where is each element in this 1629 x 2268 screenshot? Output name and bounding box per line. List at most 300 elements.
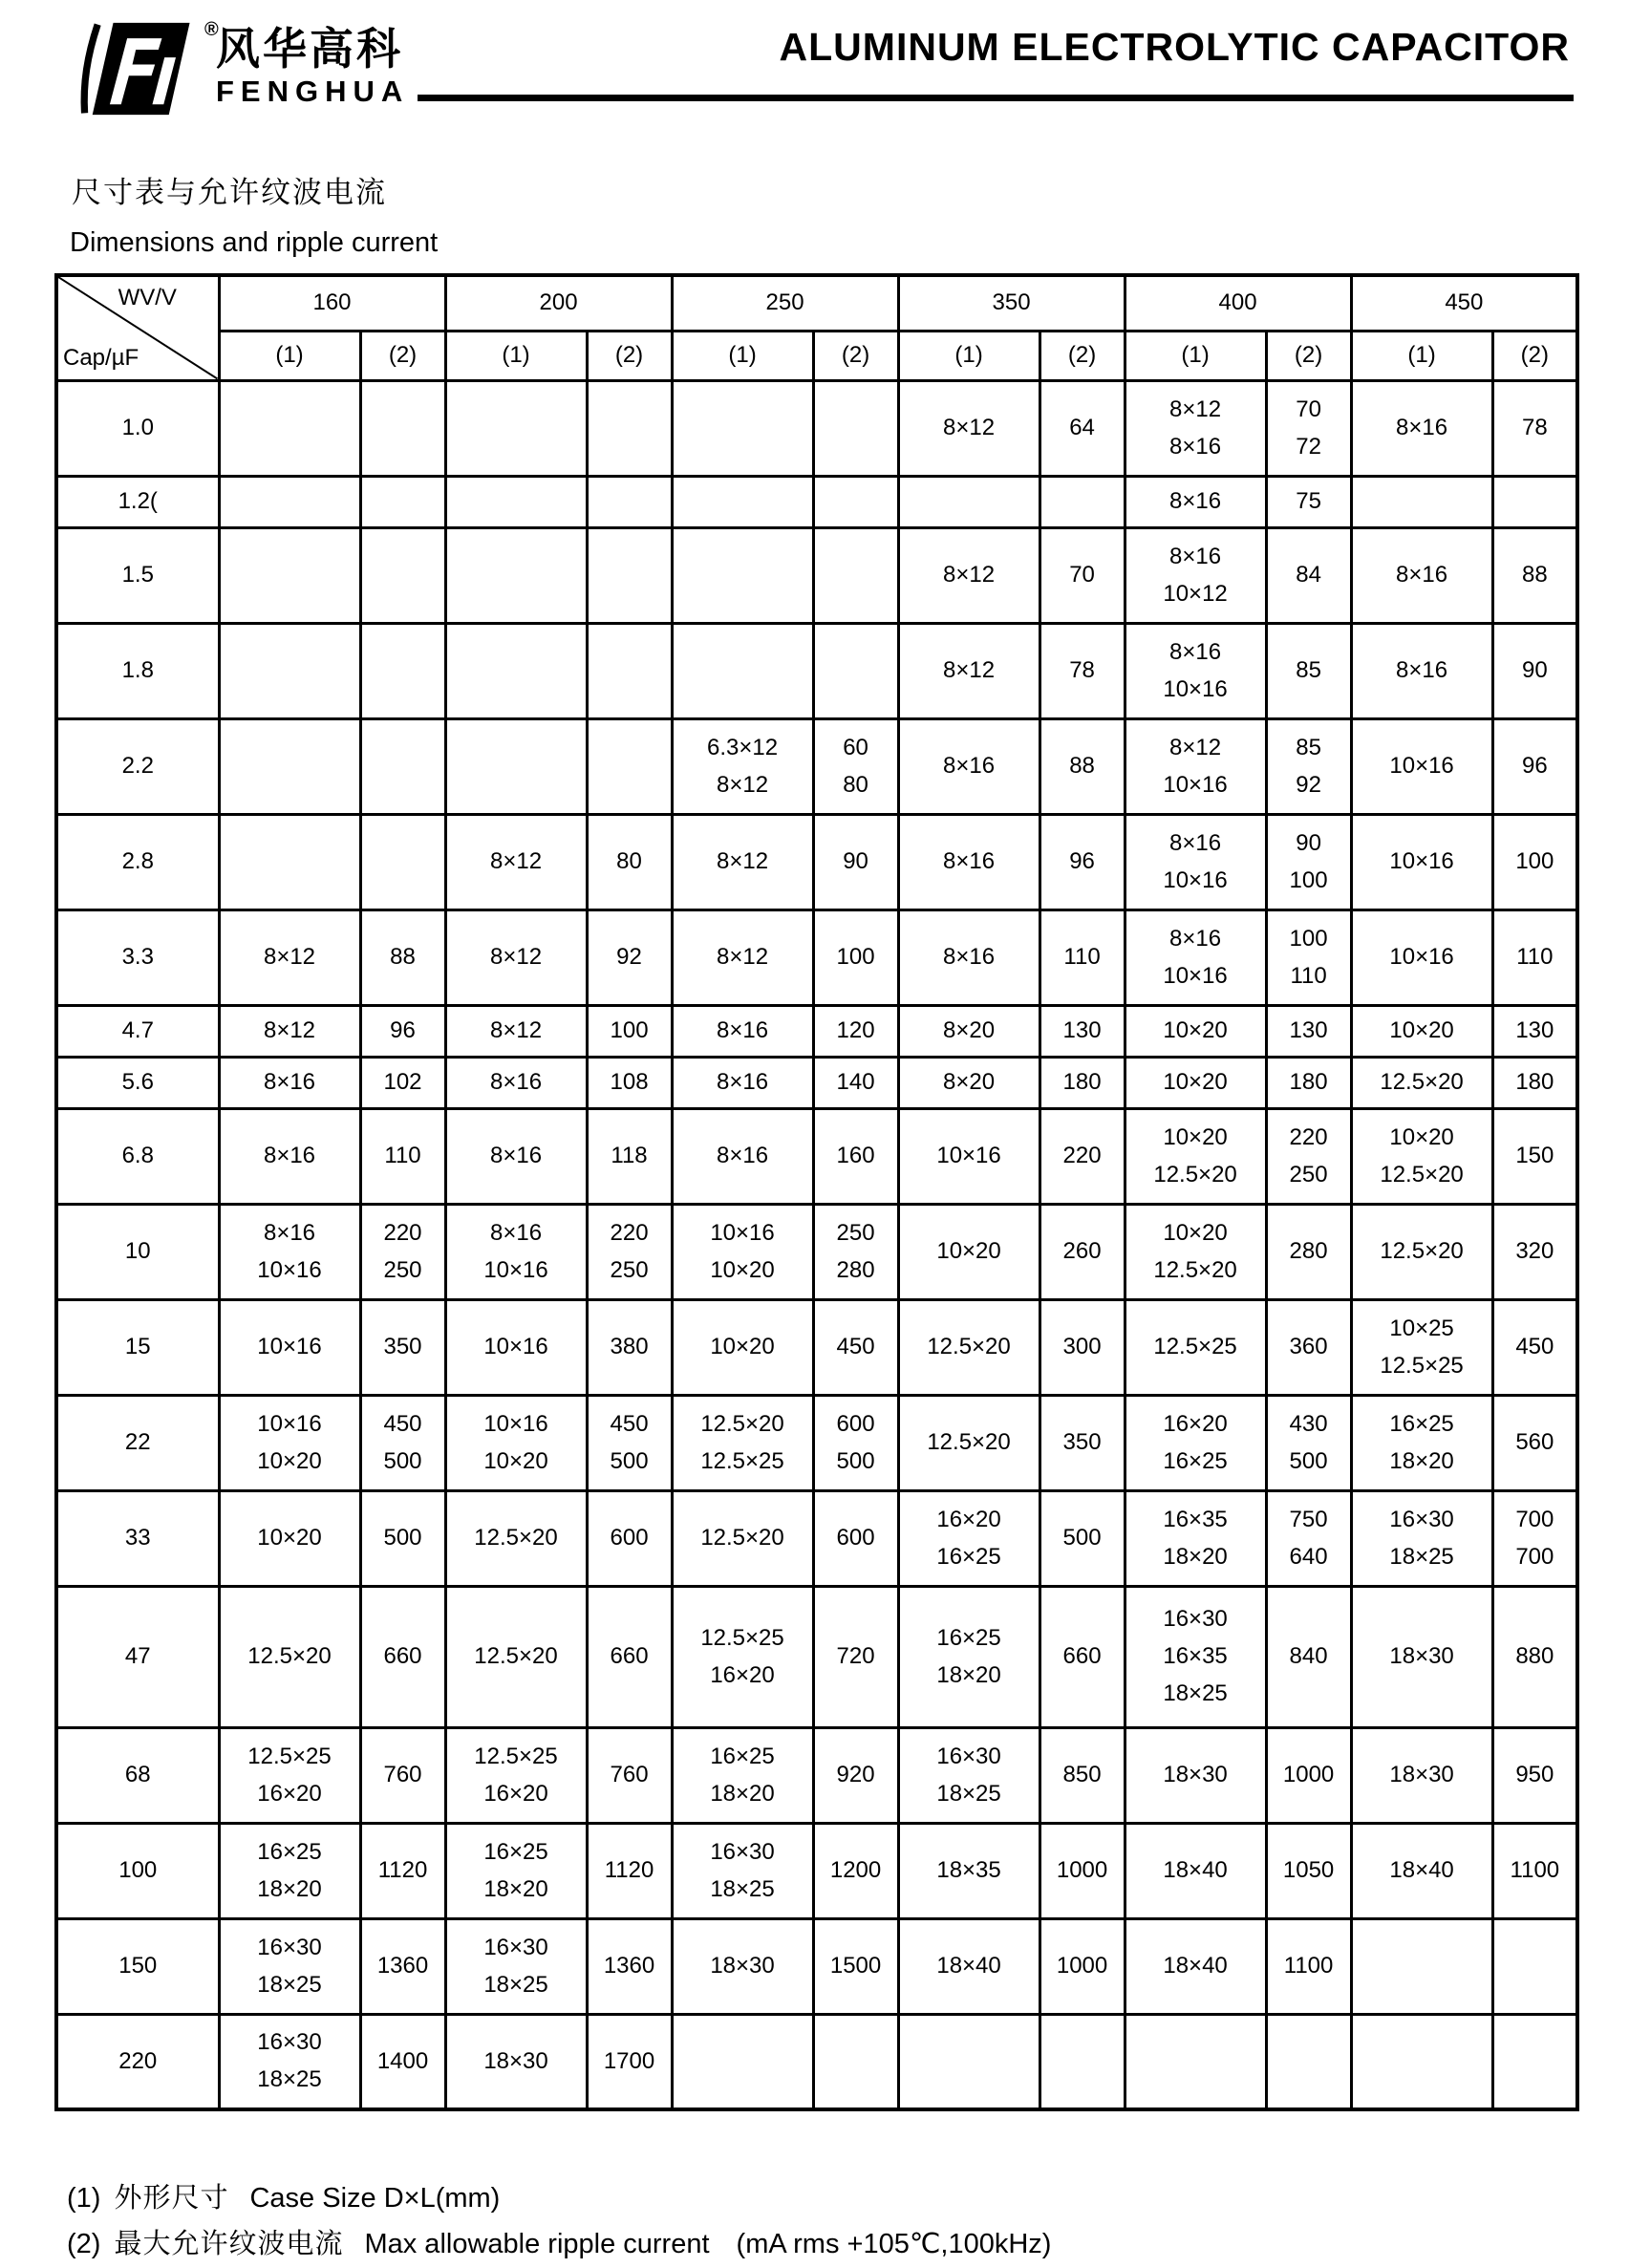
ripple-current-cell: 118	[587, 1108, 672, 1204]
table-row	[56, 1005, 1577, 1057]
case-size-cell: 10×16 10×20	[445, 1395, 587, 1490]
cap-value-cell: 4.7	[56, 1005, 219, 1057]
ripple-current-cell	[813, 380, 898, 476]
ripple-current-cell	[360, 718, 445, 814]
ripple-current-cell: 350	[1040, 1395, 1125, 1490]
cap-value-cell: 5.6	[56, 1057, 219, 1108]
case-size-cell: 16×30 18×25	[672, 1823, 813, 1918]
ripple-current-cell	[587, 527, 672, 623]
case-size-cell	[672, 476, 813, 527]
table-row	[56, 380, 1577, 476]
case-size-cell: 10×16	[445, 1299, 587, 1395]
case-size-cell: 16×20 16×25	[898, 1490, 1040, 1586]
ripple-current-cell: 220 250	[360, 1204, 445, 1299]
ripple-current-cell: 1360	[360, 1918, 445, 2014]
case-size-cell: 16×25 18×20	[898, 1586, 1040, 1727]
cap-value-cell: 100	[56, 1823, 219, 1918]
ripple-current-cell: 180	[1492, 1057, 1577, 1108]
ripple-subheader: (2)	[1492, 331, 1577, 380]
table-row	[56, 476, 1577, 527]
ripple-current-cell	[587, 623, 672, 718]
ripple-current-cell: 110	[360, 1108, 445, 1204]
ripple-current-cell: 90	[1492, 623, 1577, 718]
size-subheader: (1)	[219, 331, 360, 380]
case-size-cell: 8×16	[219, 1108, 360, 1204]
ripple-current-cell: 700 700	[1492, 1490, 1577, 1586]
ripple-current-cell: 450 500	[587, 1395, 672, 1490]
ripple-current-cell: 100 110	[1266, 909, 1351, 1005]
table-row	[56, 909, 1577, 1005]
ripple-current-cell: 84	[1266, 527, 1351, 623]
ripple-current-cell: 1200	[813, 1823, 898, 1918]
case-size-cell	[672, 380, 813, 476]
ripple-current-cell	[1492, 1918, 1577, 2014]
corner-label-capacitance: Cap/µF	[63, 344, 139, 371]
header-rule	[418, 95, 1574, 101]
ripple-current-cell: 880	[1492, 1586, 1577, 1727]
case-size-cell: 8×16	[219, 1057, 360, 1108]
case-size-cell	[219, 527, 360, 623]
document-title: ALUMINUM ELECTROLYTIC CAPACITOR	[779, 25, 1570, 69]
case-size-cell: 8×12	[219, 909, 360, 1005]
case-size-cell: 8×16	[1351, 623, 1492, 718]
case-size-cell: 12.5×20	[898, 1299, 1040, 1395]
ripple-current-cell: 1100	[1492, 1823, 1577, 1918]
ripple-current-cell	[813, 623, 898, 718]
table-row	[56, 718, 1577, 814]
ripple-current-cell	[1492, 476, 1577, 527]
case-size-cell	[219, 623, 360, 718]
table-row	[56, 623, 1577, 718]
table-row	[56, 1395, 1577, 1490]
brand-name-chinese: 风华高科	[216, 24, 403, 74]
footnote-english: Max allowable ripple current	[364, 2229, 710, 2259]
case-size-cell: 8×12	[898, 623, 1040, 718]
ripple-current-cell: 450	[813, 1299, 898, 1395]
dimensions-ripple-table	[54, 273, 1579, 2111]
footnote-conditions: (mA rms +105℃,100kHz)	[736, 2229, 1052, 2259]
voltage-header: 400	[1125, 275, 1351, 331]
case-size-cell: 16×25 18×20	[445, 1823, 587, 1918]
ripple-current-cell: 90 100	[1266, 814, 1351, 909]
size-subheader: (1)	[445, 331, 587, 380]
case-size-cell: 12.5×20 12.5×25	[672, 1395, 813, 1490]
ripple-current-cell: 130	[1040, 1005, 1125, 1057]
cap-value-cell: 2.8	[56, 814, 219, 909]
case-size-cell: 18×30	[1351, 1586, 1492, 1727]
ripple-current-cell: 1000	[1040, 1918, 1125, 2014]
case-size-cell	[1125, 2014, 1266, 2109]
case-size-cell: 16×35 18×20	[1125, 1490, 1266, 1586]
case-size-cell: 16×30 18×25	[445, 1918, 587, 2014]
ripple-current-cell: 1360	[587, 1918, 672, 2014]
case-size-cell: 12.5×20	[219, 1586, 360, 1727]
case-size-cell: 10×20	[672, 1299, 813, 1395]
cap-value-cell: 1.8	[56, 623, 219, 718]
table-row	[56, 1727, 1577, 1823]
case-size-cell: 16×20 16×25	[1125, 1395, 1266, 1490]
case-size-cell: 18×40	[898, 1918, 1040, 2014]
case-size-cell: 16×30 16×35 18×25	[1125, 1586, 1266, 1727]
ripple-subheader: (2)	[1040, 331, 1125, 380]
case-size-cell: 12.5×20	[898, 1395, 1040, 1490]
case-size-cell	[445, 718, 587, 814]
ripple-current-cell: 180	[1266, 1057, 1351, 1108]
case-size-cell: 8×16	[1351, 527, 1492, 623]
ripple-current-cell: 130	[1492, 1005, 1577, 1057]
case-size-cell: 12.5×20	[1351, 1057, 1492, 1108]
ripple-current-cell: 500	[360, 1490, 445, 1586]
case-size-cell: 10×20	[1125, 1057, 1266, 1108]
cap-value-cell: 150	[56, 1918, 219, 2014]
ripple-current-cell	[813, 476, 898, 527]
size-subheader: (1)	[898, 331, 1040, 380]
cap-value-cell: 1.5	[56, 527, 219, 623]
case-size-cell: 10×16	[898, 1108, 1040, 1204]
case-size-cell: 10×16 10×20	[672, 1204, 813, 1299]
footnote-number: (2)	[67, 2229, 101, 2259]
cap-value-cell: 47	[56, 1586, 219, 1727]
footnote-case-size	[67, 2176, 500, 2215]
case-size-cell: 18×35	[898, 1823, 1040, 1918]
voltage-header: 450	[1351, 275, 1577, 331]
table-row	[56, 2014, 1577, 2109]
ripple-current-cell: 1000	[1266, 1727, 1351, 1823]
ripple-current-cell: 1120	[587, 1823, 672, 1918]
ripple-current-cell: 140	[813, 1057, 898, 1108]
case-size-cell: 16×30 18×25	[898, 1727, 1040, 1823]
ripple-current-cell	[1040, 476, 1125, 527]
cap-value-cell: 15	[56, 1299, 219, 1395]
ripple-current-cell: 88	[1492, 527, 1577, 623]
case-size-cell: 8×16 10×16	[1125, 909, 1266, 1005]
size-subheader: (1)	[672, 331, 813, 380]
ripple-current-cell	[360, 527, 445, 623]
ripple-current-cell: 100	[1492, 814, 1577, 909]
registered-trademark-icon: ®	[204, 19, 219, 40]
case-size-cell	[672, 2014, 813, 2109]
cap-value-cell: 33	[56, 1490, 219, 1586]
case-size-cell: 8×16 10×16	[1125, 623, 1266, 718]
ripple-current-cell	[360, 380, 445, 476]
case-size-cell	[219, 476, 360, 527]
cap-value-cell: 2.2	[56, 718, 219, 814]
case-size-cell: 12.5×25 16×20	[445, 1727, 587, 1823]
ripple-current-cell: 760	[360, 1727, 445, 1823]
table-row	[56, 1490, 1577, 1586]
table-row	[56, 1823, 1577, 1918]
ripple-current-cell: 260	[1040, 1204, 1125, 1299]
ripple-current-cell: 1100	[1266, 1918, 1351, 2014]
ripple-current-cell: 600 500	[813, 1395, 898, 1490]
case-size-cell: 10×16	[1351, 909, 1492, 1005]
ripple-current-cell: 150	[1492, 1108, 1577, 1204]
size-subheader: (1)	[1351, 331, 1492, 380]
ripple-current-cell	[813, 2014, 898, 2109]
ripple-current-cell: 88	[1040, 718, 1125, 814]
ripple-current-cell: 220	[1040, 1108, 1125, 1204]
ripple-current-cell: 300	[1040, 1299, 1125, 1395]
case-size-cell: 18×30	[1125, 1727, 1266, 1823]
ripple-current-cell: 1400	[360, 2014, 445, 2109]
ripple-current-cell: 320	[1492, 1204, 1577, 1299]
case-size-cell	[1351, 476, 1492, 527]
ripple-current-cell: 88	[360, 909, 445, 1005]
ripple-current-cell: 90	[813, 814, 898, 909]
ripple-current-cell: 75	[1266, 476, 1351, 527]
cap-value-cell: 6.8	[56, 1108, 219, 1204]
case-size-cell: 10×25 12.5×25	[1351, 1299, 1492, 1395]
case-size-cell: 8×16	[1351, 380, 1492, 476]
case-size-cell: 12.5×20	[672, 1490, 813, 1586]
ripple-current-cell	[360, 476, 445, 527]
ripple-current-cell: 1000	[1040, 1823, 1125, 1918]
case-size-cell: 8×16 10×16	[219, 1204, 360, 1299]
voltage-header: 350	[898, 275, 1125, 331]
table-row	[56, 527, 1577, 623]
section-title-english: Dimensions and ripple current	[70, 227, 439, 258]
case-size-cell	[1351, 1918, 1492, 2014]
ripple-current-cell: 560	[1492, 1395, 1577, 1490]
ripple-current-cell: 110	[1040, 909, 1125, 1005]
case-size-cell: 8×16	[672, 1005, 813, 1057]
corner-header-cell	[56, 275, 219, 380]
table-row	[56, 814, 1577, 909]
case-size-cell: 8×16	[672, 1108, 813, 1204]
case-size-cell	[219, 718, 360, 814]
case-size-cell: 8×16	[898, 909, 1040, 1005]
ripple-current-cell: 450 500	[360, 1395, 445, 1490]
case-size-cell: 10×20	[219, 1490, 360, 1586]
ripple-current-cell: 96	[360, 1005, 445, 1057]
case-size-cell: 8×16 10×16	[1125, 814, 1266, 909]
case-size-cell: 8×16 10×12	[1125, 527, 1266, 623]
fenghua-logo-icon	[75, 21, 201, 117]
ripple-current-cell: 250 280	[813, 1204, 898, 1299]
ripple-current-cell: 100	[813, 909, 898, 1005]
ripple-current-cell: 92	[587, 909, 672, 1005]
case-size-cell: 8×16	[672, 1057, 813, 1108]
ripple-current-cell	[587, 476, 672, 527]
ripple-current-cell: 60 80	[813, 718, 898, 814]
case-size-cell: 6.3×12 8×12	[672, 718, 813, 814]
case-size-cell: 8×12	[672, 814, 813, 909]
case-size-cell: 8×12	[898, 527, 1040, 623]
cap-value-cell: 220	[56, 2014, 219, 2109]
case-size-cell: 18×30	[1351, 1727, 1492, 1823]
case-size-cell: 12.5×25 16×20	[672, 1586, 813, 1727]
footnote-english: Case Size D×L(mm)	[249, 2183, 501, 2214]
footnote-ripple-current	[67, 2222, 1051, 2261]
case-size-cell	[219, 814, 360, 909]
ripple-current-cell: 85	[1266, 623, 1351, 718]
ripple-current-cell: 78	[1040, 623, 1125, 718]
ripple-current-cell: 78	[1492, 380, 1577, 476]
size-subheader: (1)	[1125, 331, 1266, 380]
case-size-cell: 18×30	[672, 1918, 813, 2014]
ripple-current-cell: 70	[1040, 527, 1125, 623]
case-size-cell: 12.5×20	[445, 1490, 587, 1586]
case-size-cell: 8×20	[898, 1057, 1040, 1108]
ripple-current-cell: 64	[1040, 380, 1125, 476]
ripple-current-cell: 96	[1040, 814, 1125, 909]
case-size-cell: 10×20	[898, 1204, 1040, 1299]
ripple-current-cell: 720	[813, 1586, 898, 1727]
ripple-current-cell	[813, 527, 898, 623]
ripple-current-cell	[360, 814, 445, 909]
case-size-cell	[219, 380, 360, 476]
cap-value-cell: 1.2(	[56, 476, 219, 527]
ripple-current-cell	[587, 380, 672, 476]
case-size-cell: 16×30 18×25	[219, 1918, 360, 2014]
ripple-current-cell: 80	[587, 814, 672, 909]
ripple-current-cell: 350	[360, 1299, 445, 1395]
cap-value-cell: 1.0	[56, 380, 219, 476]
case-size-cell: 10×20 12.5×20	[1125, 1108, 1266, 1204]
voltage-header: 200	[445, 275, 672, 331]
table-row	[56, 1204, 1577, 1299]
table-row	[56, 1918, 1577, 2014]
case-size-cell: 8×12	[445, 1005, 587, 1057]
case-size-cell: 8×12 8×16	[1125, 380, 1266, 476]
voltage-header: 250	[672, 275, 898, 331]
ripple-current-cell: 950	[1492, 1727, 1577, 1823]
ripple-current-cell: 280	[1266, 1204, 1351, 1299]
case-size-cell: 16×30 18×25	[1351, 1490, 1492, 1586]
ripple-subheader: (2)	[587, 331, 672, 380]
ripple-current-cell: 1120	[360, 1823, 445, 1918]
ripple-current-cell	[360, 623, 445, 718]
brand-logo	[75, 21, 409, 117]
case-size-cell: 10×20 12.5×20	[1125, 1204, 1266, 1299]
case-size-cell: 8×12 10×16	[1125, 718, 1266, 814]
case-size-cell: 8×12	[445, 814, 587, 909]
ripple-current-cell: 110	[1492, 909, 1577, 1005]
ripple-current-cell: 750 640	[1266, 1490, 1351, 1586]
case-size-cell: 18×40	[1351, 1823, 1492, 1918]
ripple-current-cell: 120	[813, 1005, 898, 1057]
ripple-current-cell: 85 92	[1266, 718, 1351, 814]
ripple-current-cell: 180	[1040, 1057, 1125, 1108]
voltage-header: 160	[219, 275, 445, 331]
table-container	[54, 273, 1579, 2111]
case-size-cell: 8×16	[898, 814, 1040, 909]
case-size-cell	[898, 2014, 1040, 2109]
ripple-subheader: (2)	[813, 331, 898, 380]
case-size-cell: 8×16 10×16	[445, 1204, 587, 1299]
ripple-current-cell	[1266, 2014, 1351, 2109]
ripple-current-cell: 220 250	[587, 1204, 672, 1299]
ripple-current-cell: 70 72	[1266, 380, 1351, 476]
ripple-current-cell: 450	[1492, 1299, 1577, 1395]
ripple-current-cell: 130	[1266, 1005, 1351, 1057]
cap-value-cell: 3.3	[56, 909, 219, 1005]
ripple-current-cell: 430 500	[1266, 1395, 1351, 1490]
ripple-current-cell: 380	[587, 1299, 672, 1395]
case-size-cell: 10×16	[219, 1299, 360, 1395]
case-size-cell	[672, 527, 813, 623]
table-row	[56, 1108, 1577, 1204]
ripple-current-cell: 840	[1266, 1586, 1351, 1727]
ripple-current-cell: 850	[1040, 1727, 1125, 1823]
footnote-chinese: 外形尺寸	[114, 2183, 229, 2214]
table-row	[56, 1299, 1577, 1395]
case-size-cell	[1351, 2014, 1492, 2109]
case-size-cell: 8×16	[445, 1057, 587, 1108]
ripple-current-cell: 1700	[587, 2014, 672, 2109]
case-size-cell: 8×12	[219, 1005, 360, 1057]
case-size-cell: 8×12	[445, 909, 587, 1005]
case-size-cell: 12.5×25 16×20	[219, 1727, 360, 1823]
case-size-cell	[445, 527, 587, 623]
case-size-cell: 8×12	[672, 909, 813, 1005]
case-size-cell	[672, 623, 813, 718]
subheader-row	[56, 331, 1577, 380]
case-size-cell: 10×16	[1351, 814, 1492, 909]
table-row	[56, 1057, 1577, 1108]
ripple-current-cell: 600	[813, 1490, 898, 1586]
case-size-cell: 16×25 18×20	[672, 1727, 813, 1823]
case-size-cell: 8×16	[898, 718, 1040, 814]
ripple-current-cell: 1050	[1266, 1823, 1351, 1918]
case-size-cell: 16×25 18×20	[219, 1823, 360, 1918]
ripple-current-cell: 760	[587, 1727, 672, 1823]
voltage-header-row	[56, 275, 1577, 331]
case-size-cell: 16×30 18×25	[219, 2014, 360, 2109]
case-size-cell: 12.5×20	[1351, 1204, 1492, 1299]
ripple-current-cell	[587, 718, 672, 814]
ripple-current-cell	[1492, 2014, 1577, 2109]
case-size-cell: 12.5×20	[445, 1586, 587, 1727]
ripple-current-cell: 360	[1266, 1299, 1351, 1395]
case-size-cell: 8×20	[898, 1005, 1040, 1057]
ripple-current-cell: 920	[813, 1727, 898, 1823]
case-size-cell: 10×16 10×20	[219, 1395, 360, 1490]
brand-text	[204, 19, 410, 109]
table-row	[56, 1586, 1577, 1727]
ripple-current-cell: 1500	[813, 1918, 898, 2014]
ripple-current-cell: 660	[360, 1586, 445, 1727]
footnote-number: (1)	[67, 2183, 101, 2214]
case-size-cell: 8×12	[898, 380, 1040, 476]
footnote-chinese: 最大允许纹波电流	[114, 2229, 344, 2259]
ripple-current-cell: 96	[1492, 718, 1577, 814]
brand-name-latin: FENGHUA	[216, 75, 410, 108]
case-size-cell: 10×16	[1351, 718, 1492, 814]
ripple-current-cell: 100	[587, 1005, 672, 1057]
section-title-chinese: 尺寸表与允许纹波电流	[72, 176, 387, 209]
ripple-current-cell: 220 250	[1266, 1108, 1351, 1204]
case-size-cell	[445, 380, 587, 476]
case-size-cell: 18×30	[445, 2014, 587, 2109]
case-size-cell: 8×16	[1125, 476, 1266, 527]
case-size-cell	[445, 476, 587, 527]
case-size-cell	[445, 623, 587, 718]
ripple-current-cell: 500	[1040, 1490, 1125, 1586]
ripple-subheader: (2)	[360, 331, 445, 380]
case-size-cell: 12.5×25	[1125, 1299, 1266, 1395]
cap-value-cell: 10	[56, 1204, 219, 1299]
ripple-subheader: (2)	[1266, 331, 1351, 380]
ripple-current-cell	[1040, 2014, 1125, 2109]
corner-label-voltage: WV/V	[118, 285, 177, 310]
case-size-cell	[898, 476, 1040, 527]
ripple-current-cell: 102	[360, 1057, 445, 1108]
ripple-current-cell: 160	[813, 1108, 898, 1204]
ripple-current-cell: 660	[587, 1586, 672, 1727]
cap-value-cell: 22	[56, 1395, 219, 1490]
case-size-cell: 10×20	[1125, 1005, 1266, 1057]
